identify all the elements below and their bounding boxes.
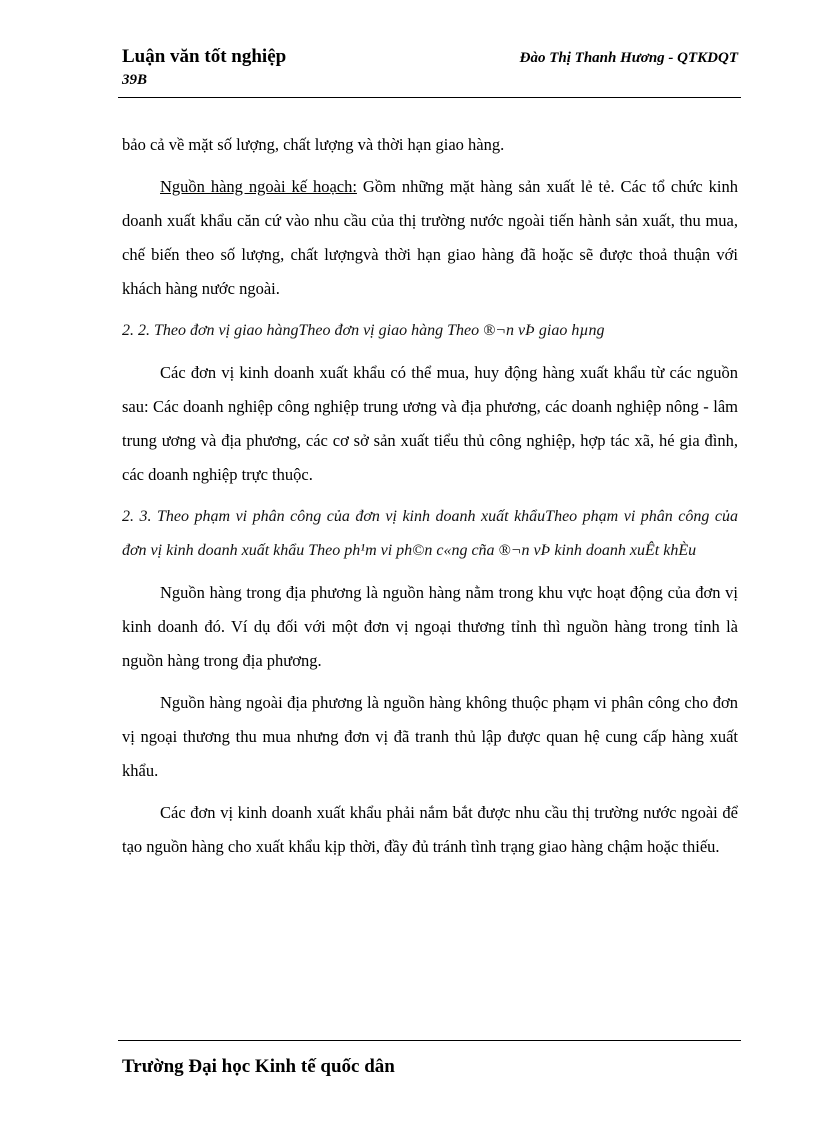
paragraph-conclusion: Các đơn vị kinh doanh xuất khẩu phải nắm bắt được nhu cầu thị trường nước ngoài để tạo nguồn hàng cho xuất khẩu kịp thời, đầy đủ tránh tình trạng giao hàng chậm hoặc thiếu. bbox=[122, 803, 738, 856]
paragraph-external-source: Nguồn hàng ngoài địa phương là nguồn hàng không thuộc phạm vi phân công cho đơn vị ngoại thương thu mua nhưng đơn vị đã tranh thủ lập được quan hệ cung cấp hàng xuất khẩu. bbox=[122, 693, 738, 780]
footer-divider bbox=[118, 1040, 741, 1041]
footer-university: Trường Đại học Kinh tế quốc dân bbox=[122, 1056, 395, 1077]
header-thesis-title: Luận văn tốt nghiệp bbox=[122, 46, 287, 67]
term-unplanned-source: Nguồn hàng ngoài kế hoạch: bbox=[160, 177, 357, 196]
paragraph-unplanned-source-text: Gồm những mặt hàng sản xuất lẻ tẻ. Các tổ chức kinh doanh xuất khẩu căn cứ vào nhu cầu của thị trường nước ngoài tiến hành sản xuất, thu mua, chế biến theo số lượng, chất lượngvà thời hạn giao hàng đã hoặc sẽ được thoả thuận với khách hàng nước ngoài. bbox=[122, 177, 739, 298]
body-text bbox=[122, 128, 738, 872]
paragraph-local-source: Nguồn hàng trong địa phương là nguồn hàng nằm trong khu vực hoạt động của đơn vị kinh doanh đó. Ví dụ đối với một đơn vị ngoại thương tỉnh thì nguồn hàng trong tỉnh là nguồn hàng trong địa phương. bbox=[122, 583, 738, 670]
paragraph-unplanned-source bbox=[122, 170, 738, 306]
header-divider bbox=[118, 97, 741, 98]
paragraph-continuation: bảo cả về mặt số lượng, chất lượng và thời hạn giao hàng. bbox=[122, 135, 505, 154]
header-class-code: 39B bbox=[122, 72, 148, 88]
header-author: Đào Thị Thanh Hương - QTKDQT bbox=[519, 50, 738, 66]
section-heading-2-3: 2. 3. Theo phạm vi phân công của đơn vị kinh doanh xuất khẩuTheo phạm vi phân công của đơn vị kinh doanh xuất khẩu Theo ph¹m vi ph©n c«ng cña ®¬n vÞ kinh doanh xuÊt khÈu bbox=[122, 508, 738, 559]
paragraph-delivery-units: Các đơn vị kinh doanh xuất khẩu có thể mua, huy động hàng xuất khẩu từ các nguồn sau: Các doanh nghiệp công nghiệp trung ương và địa phương, các doanh nghiệp nông - lâm trung ương và địa phương, các cơ sở sản xuất tiểu thủ công nghiệp, hợp tác xã, hé gia đình, các doanh nghiệp trực thuộc. bbox=[122, 363, 738, 484]
section-heading-2-2: 2. 2. Theo đơn vị giao hàngTheo đơn vị giao hàng Theo ®¬n vÞ giao hµng bbox=[122, 322, 605, 339]
